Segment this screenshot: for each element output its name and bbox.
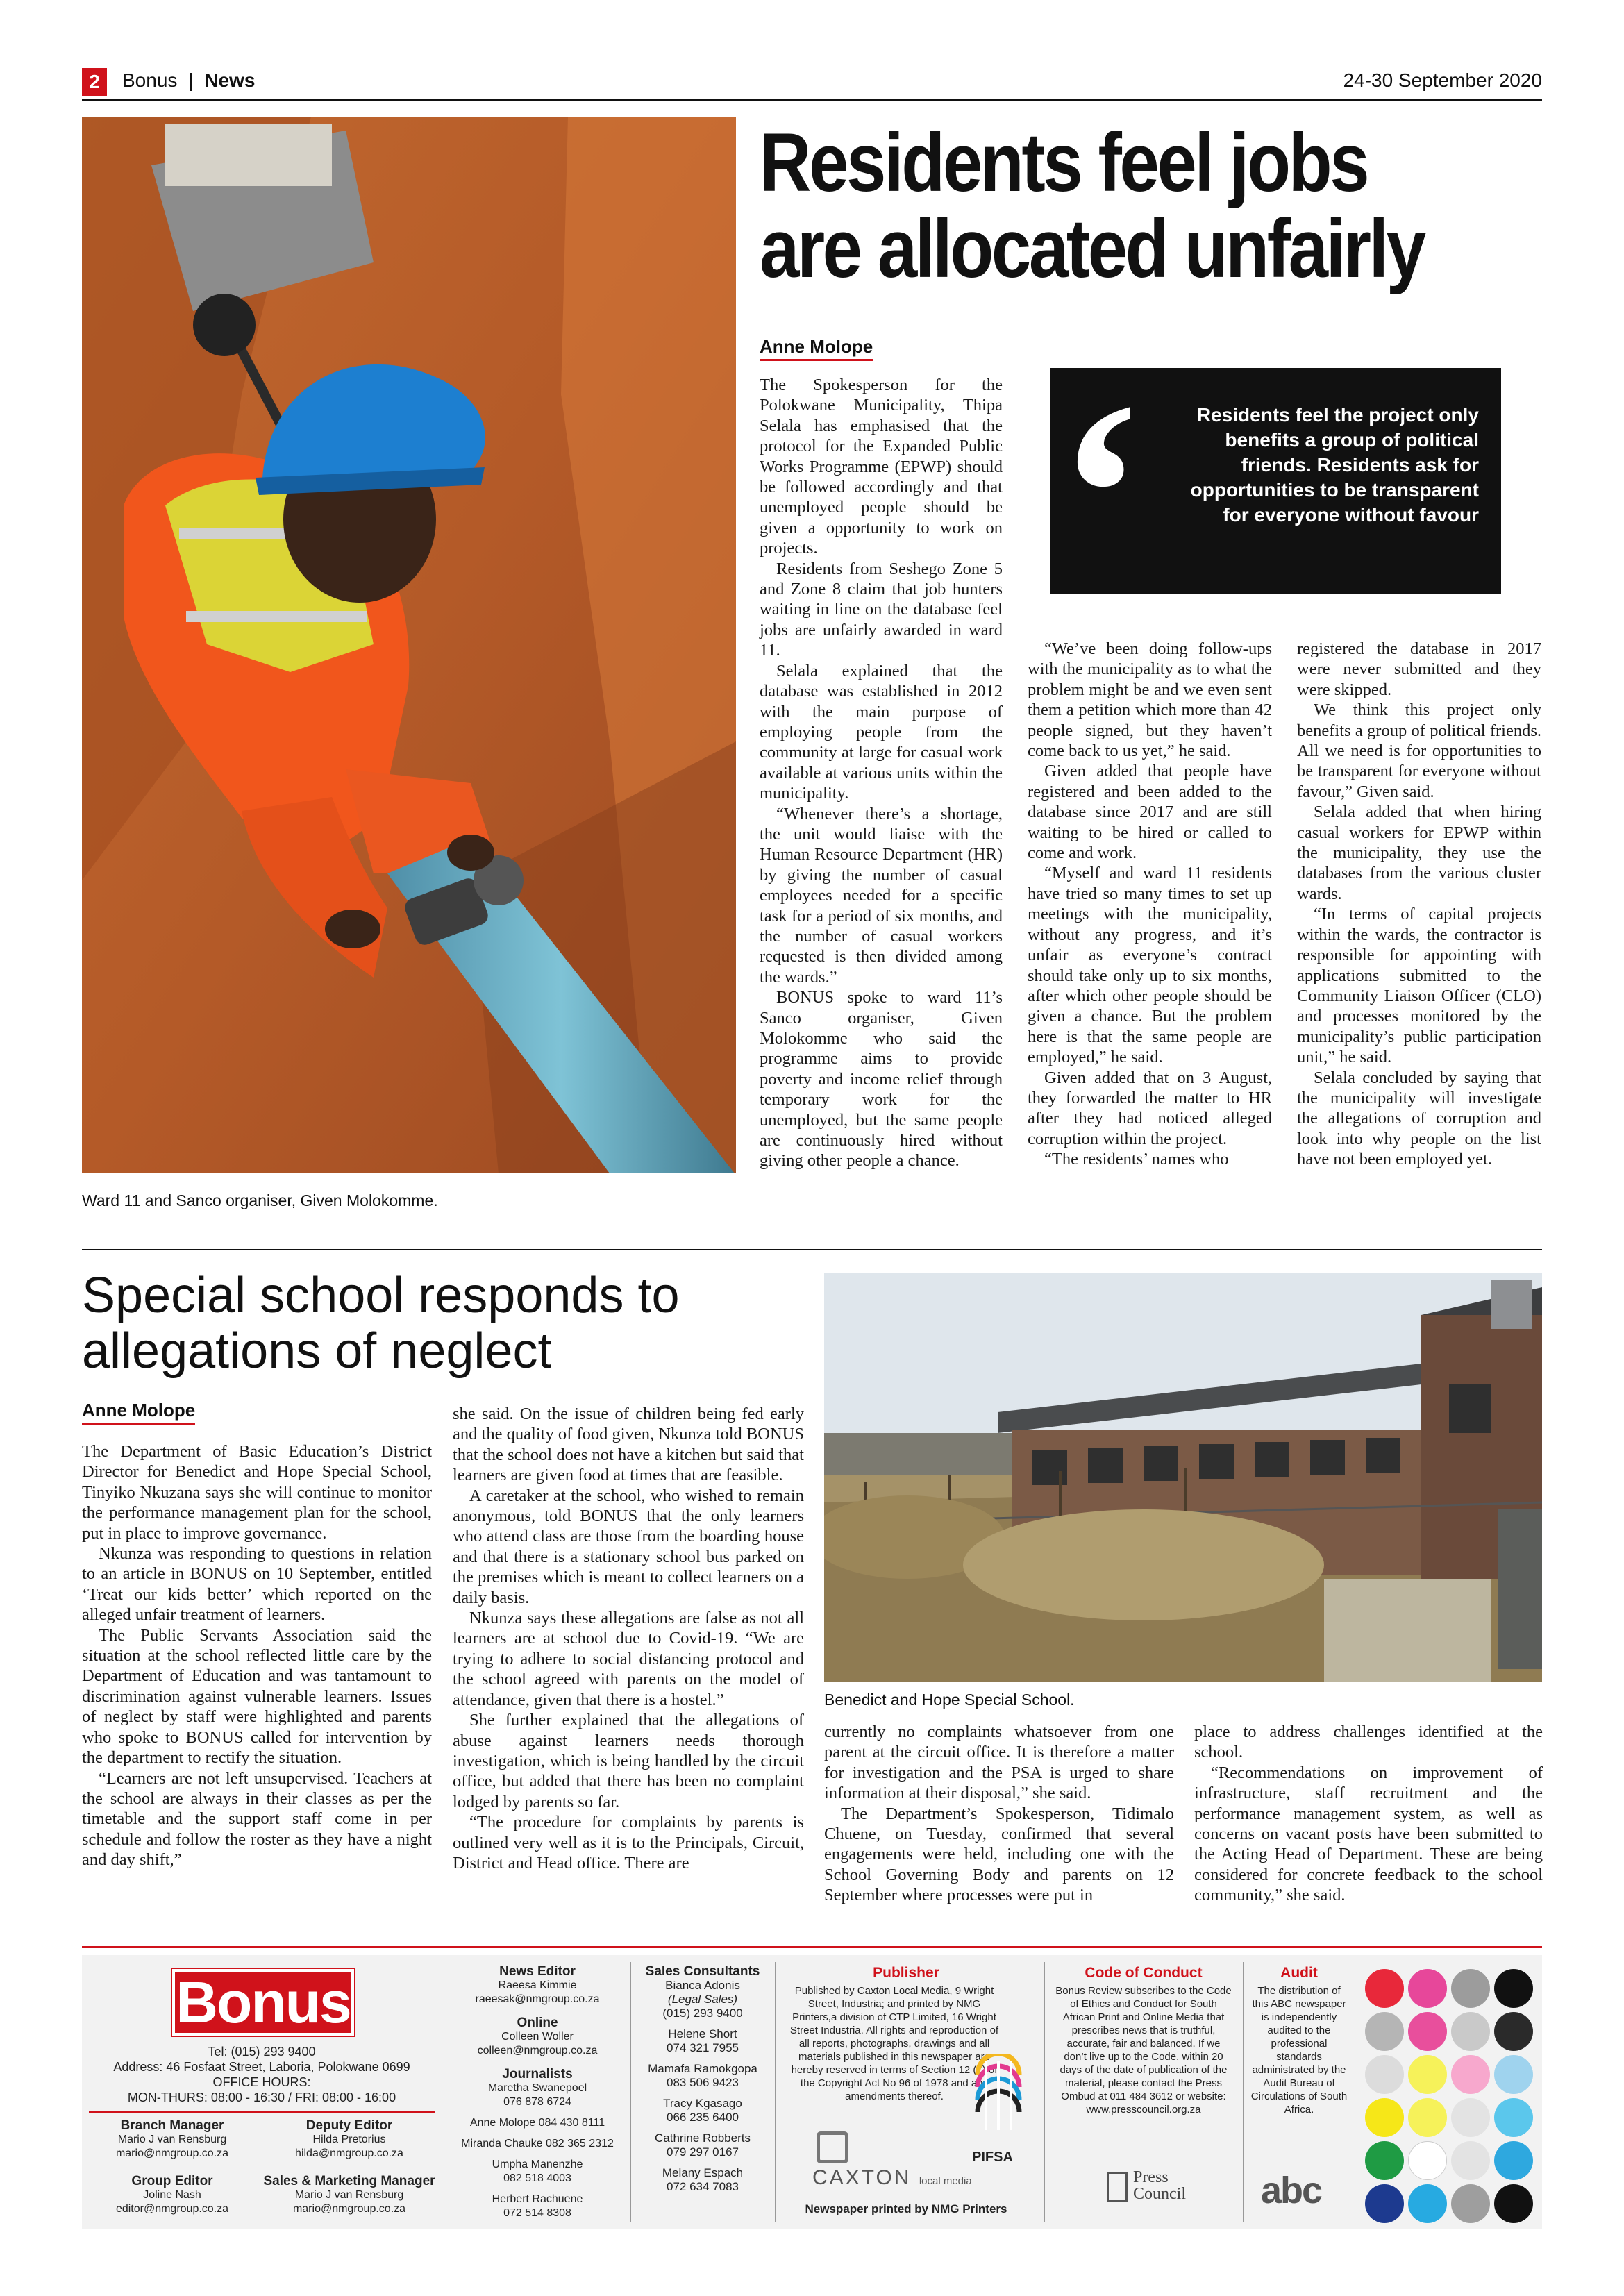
caxton-logo [812,2166,972,2190]
journalist-line: Maretha Swanepoel [487,2082,587,2094]
staff-name: Hilda Pretorius [312,2134,386,2145]
news-editor-title: News Editor [499,1964,576,1979]
journalist-line: 076 878 6724 [503,2096,571,2108]
conduct-text: Bonus Review subscribes to the Code of Ethics and Conduct for South African Print and Online Media that prescribes news that is truthful, accurate, fair and balanced. If we don’t live up to the Code, within 20 days of the date of publication of the material, please contact the Press Ombud at 011 484 3612 or website: www.presscouncil.org.za [1055,1985,1232,2115]
press-council-icon [1107,2172,1128,2202]
caxton-sub: local media [919,2175,972,2187]
staff-email: editor@nmgroup.co.za [115,2203,229,2215]
paragraph: She further explained that the allegations of abuse against learners needs thorough investigation, which is being handled by the circuit office, but added that there has been no complaint lodged by parents so far. [453,1711,804,1811]
office-hours-title: OFFICE HOURS: [212,2075,311,2089]
article-column-2 [453,1404,804,1873]
worker-trench-photo [82,117,736,1173]
conduct-title: Code of Conduct [1085,1965,1203,1981]
paragraph: Selala added that when hiring casual workers for EPWP within the municipality, they use the databases from the various cluster wards. [1297,803,1541,903]
sales-line: 083 506 9423 [667,2076,739,2089]
sales-line: Mamafa Ramokgopa [648,2062,757,2075]
online-name: Colleen Woller [501,2031,574,2043]
news-staff-block [447,1965,628,2220]
paragraph: “We’ve been doing follow-ups with the municipality as to what the problem might be and we even sent them a petition which more than 42 people signed, but they haven’t come back to us yet,” he said. [1028,639,1272,761]
header-rule [82,99,1542,101]
paragraph: The Spokesperson for the Polokwane Municipality, Thipa Selala has emphasised that the protocol for the Expanded Public Works Programme (EPWP) should be followed accordingly and that unemployed people should be given a opportunity to work on projects. [760,376,1003,558]
conduct-block [1050,1966,1237,2116]
paragraph: she said. On the issue of children being fed early and the quality of food given, Nkunza told BONUS that the school does not have a kitchen but said that learners are given food at times that are feasible. [453,1405,804,1485]
paragraph: Nkunza was responding to questions in relation to an article in BONUS on 10 September, entitled ‘Treat our kids better’ which reported on the alleged unfair treatment of learners. [82,1544,432,1625]
colour-swatch [1494,2098,1533,2137]
journalist-line: 072 514 8308 [503,2207,571,2219]
photo-caption: Ward 11 and Sanco organiser, Given Molokomme. [82,1191,438,1209]
colour-swatch [1451,2055,1490,2094]
publisher-title: Publisher [873,1965,939,1981]
pifsa-logo [971,2054,1026,2137]
audit-text: The distribution of this ABC newspaper is independently audited to the professional standards administrated by the Audit Bureau of Circulations of South Africa. [1250,1985,1348,2115]
journalists-title: Journalists [502,2067,573,2081]
bonus-logo: Bonus [172,1969,354,2036]
article-column-1 [760,375,1003,1171]
colour-swatch [1494,1969,1533,2008]
caxton-name: CAXTON [812,2166,912,2189]
paragraph: BONUS spoke to ward 11’s Sanco organiser, Given Molokomme who said the programme aims to provide poverty and income relief through temporary work for the unemployed, but the same people are continuously hired without giving other people a chance. [760,988,1003,1171]
colour-swatch [1494,2141,1533,2180]
contact-tel: Tel: (015) 293 9400 [208,2045,316,2059]
header-separator: | [188,69,194,91]
printer-credit: Newspaper printed by NMG Printers [805,2202,1007,2215]
online-title: Online [517,2016,558,2030]
colour-bar [1365,1969,1539,2219]
photo-caption: Benedict and Hope Special School. [824,1691,1075,1709]
article-column-1 [82,1441,432,1870]
paragraph: registered the database in 2017 were never submitted and they were skipped. [1297,639,1541,699]
article-headline: Special school responds to allegations of neglect [82,1268,680,1379]
contact-block [89,2044,435,2105]
abc-logo: abc [1261,2170,1322,2211]
sales-line: 072 634 7083 [667,2180,739,2193]
paragraph: Nkunza says these allegations are false as not all learners are at school due to Covid-19. “We are trying to adhere to social distancing protocol and the school agreed with parents on the model of attendance, given that there is a hostel.” [453,1609,804,1709]
publication-name: Bonus [122,69,178,91]
office-hours: MON-THURS: 08:00 - 16:30 / FRI: 08:00 - 16:00 [127,2090,396,2104]
paragraph: Selala concluded by saying that the municipality will investigate the allegations of corruption and look into why people on the list have not been employed yet. [1297,1068,1541,1169]
journalist-line: Miranda Chauke 082 365 2312 [461,2138,614,2150]
section-label [122,69,255,92]
caxton-icon [817,2131,848,2163]
paragraph: “The procedure for complaints by parents is outlined very well as it is to the Principals, Circuit, District and Head office. There are [453,1813,804,1872]
paragraph: place to address challenges identified at the school. [1194,1723,1543,1762]
sales-line: 074 321 7955 [667,2041,739,2054]
colour-swatch [1365,2184,1404,2223]
article-column-2 [1028,639,1272,1170]
staff-deputy-editor [262,2119,436,2161]
paragraph: “Learners are not left unsupervised. Teachers at the school are always in their classes as per the timetable and the support staff come in per schedule and follow the roster as they have a night and day shift,” [82,1768,432,1870]
sales-line: Tracy Kgasago [663,2097,742,2110]
article-column-3 [1297,639,1541,1170]
paragraph: Residents from Seshego Zone 5 and Zone 8 claim that job hunters waiting in line on the database feel jobs are unfairly awarded in ward 11. [760,559,1003,660]
article-byline: Anne Molope [760,336,873,361]
press-council-line: Council [1133,2185,1186,2203]
colour-swatch [1494,2012,1533,2051]
paragraph: “In terms of capital projects within the wards, the contractor is responsible for appointing with applications submitted to the Community Liaison Officer (CLO) and processes monitored by the municipality’s public participation unit,” he said. [1297,905,1541,1067]
staff-title: Group Editor [131,2174,213,2188]
section-divider [82,1249,1542,1250]
article-headline: Residents feel jobs are allocated unfairly [760,116,1424,295]
audit-title: Audit [1280,1965,1318,1981]
colour-swatch [1408,2184,1447,2223]
audit-block [1247,1966,1351,2116]
staff-name: Joline Nash [143,2189,201,2201]
colour-swatch [1451,1969,1490,2008]
paragraph: “Myself and ward 11 residents have tried so many times to set up meetings with the municipality, without any progress, and it’s unfair as everyone’s contract should take only up to six months, after which other people should be given a chance. But the problem here is that the same people are employed,” he said. [1028,864,1272,1067]
staff-branch-manager [89,2119,256,2161]
paragraph: “Whenever there’s a shortage, the unit would liaise with the Human Resource Department (HR) by giving the number of casual employees needed for a specific task for a period of six months, and the number of casual workers requested is then divided among the wards.” [760,804,1003,987]
section-name: News [204,69,256,91]
footer-red-rule [89,2111,435,2113]
colour-swatch [1451,2012,1490,2051]
colour-swatch [1365,2141,1404,2180]
journalist-line: Anne Molope 084 430 8111 [469,2117,605,2129]
colour-swatch [1451,2184,1490,2223]
paragraph: The Department of Basic Education’s District Director for Benedict and Hope Special School, Tinyiko Nkuzana says she will continue to monitor the performance management plan for the school, put in place to improve governance. [82,1442,432,1543]
paragraph: We think this project only benefits a group of political friends. All we need is for opportunities to be transparent for everyone without favour,” Given said. [1297,701,1541,801]
sales-line: 079 297 0167 [667,2145,739,2159]
paragraph: Selala explained that the database was established in 2012 with the main purpose of employing people from the community at large for casual work available at various units within the municipality. [760,661,1003,803]
paragraph: Given added that on 3 August, they forwarded the matter to HR after they had noticed alleged corruption within the project. [1028,1068,1272,1148]
sales-line: Helene Short [668,2027,737,2041]
colour-swatch [1365,2098,1404,2137]
online-email: colleen@nmgroup.co.za [477,2045,598,2056]
news-editor-email: raeesak@nmgroup.co.za [475,1993,600,2005]
sales-title: Sales Consultants [645,1964,760,1979]
publisher-text: Published by Caxton Local Media, 9 Wright Street, Industria; and printed by NMG Printers,a division of CTP Limited, 16 Wright Street Industria. All rights and reproduction of all reports, photographs, drawings and all materials published in this newspaper are hereby reserved in terms of Section 12 (7) of the Copyright Act No 96 of 1978 and any amendments thereof. [789,1985,999,2102]
footer-divider [775,1962,776,2222]
staff-email: mario@nmgroup.co.za [292,2203,406,2215]
press-council-text [1133,2169,1186,2202]
paragraph: “Recommendations on improvement of infrastructure, staff recruitment and the performance management system, as well as concerns on vacant posts have been submitted to the Acting Head of Department. These are being considered for concrete feedback to the school community,” she said. [1194,1763,1543,1905]
article-column-3 [824,1722,1174,1906]
sales-line: 066 235 6400 [667,2111,739,2124]
colour-swatch [1408,2012,1447,2051]
sales-line: (015) 293 9400 [662,2006,743,2020]
colour-swatch [1451,2098,1490,2137]
press-council-line: Press [1133,2168,1169,2186]
colour-swatch [1365,2055,1404,2094]
colour-swatch [1408,2141,1447,2180]
colour-swatch [1365,1969,1404,2008]
staff-group-editor [89,2175,256,2216]
paragraph: “The residents’ names who [1044,1150,1229,1169]
paragraph: A caretaker at the school, who wished to remain anonymous, told BONUS that the only learners who attend class are those from the boarding house and that there is a stationary school bus parked on the premises which is meant to collect learners on a daily basis. [453,1486,804,1607]
school-building-photo [824,1273,1542,1682]
sales-line: Cathrine Robberts [655,2131,751,2145]
staff-name: Mario J van Rensburg [117,2134,227,2145]
footer-rule [82,1946,1542,1948]
paragraph: currently no complaints whatsoever from one parent at the circuit office. It is therefore a matter for investigation and the PSA is urged to share information at their disposal,” she said. [824,1723,1174,1803]
article-column-4 [1194,1722,1543,1906]
page-number: 2 [82,68,107,96]
footer-divider [1243,1962,1244,2222]
colour-swatch [1408,2098,1447,2137]
paragraph: Given added that people have registered and been added to the database since 2017 and are still waiting to be hired or called to come and work. [1028,762,1272,863]
footer-divider [1044,1962,1045,2222]
news-editor-name: Raeesa Kimmie [498,1979,577,1991]
article-byline: Anne Molope [82,1400,195,1425]
footer-divider [630,1962,631,2222]
colour-swatch [1451,2141,1490,2180]
paragraph: The Public Servants Association said the situation at the school reflected little care by the Department of Education and was tantamount to discrimination against vulnerable learners. Issues of neglect by staff were highlighted and parents who spoke to BONUS called for intervention by the department to rectify the situation. [82,1625,432,1768]
staff-title: Sales & Marketing Manager [263,2174,435,2188]
journalist-line: Umpha Manenzhe [492,2159,583,2170]
staff-title: Branch Manager [120,2118,224,2133]
staff-name: Mario J van Rensburg [294,2189,404,2201]
colour-swatch [1494,2055,1533,2094]
issue-date: 24-30 September 2020 [1343,69,1542,91]
sales-line: Bianca Adonis [665,1979,740,1992]
journalist-line: Herbert Rachuene [492,2193,583,2205]
quote-mark-icon: ‘ [1057,348,1145,640]
press-council-logo [1107,2169,1201,2208]
colour-swatch [1494,2184,1533,2223]
staff-email: hilda@nmgroup.co.za [295,2147,403,2159]
pull-quote: Residents feel the project only benefits a group of political friends. Residents ask for opportunities to be transparent for everyone without favour [1190,404,1479,526]
staff-sales-manager [262,2175,436,2216]
pifsa-label: PIFSA [972,2150,1013,2165]
sales-line: Melany Espach [662,2166,744,2179]
sales-line: (Legal Sales) [667,1993,738,2006]
contact-address: Address: 46 Fosfaat Street, Laboria, Polokwane 0699 [113,2060,410,2074]
colour-swatch [1408,2055,1447,2094]
staff-title: Deputy Editor [305,2118,393,2133]
colour-swatch [1408,1969,1447,2008]
colour-swatch [1365,2012,1404,2051]
sales-block [633,1965,772,2194]
journalist-line: 082 518 4003 [503,2172,571,2184]
staff-email: mario@nmgroup.co.za [115,2147,229,2159]
paragraph: The Department’s Spokesperson, Tidimalo Chuene, on Tuesday, confirmed that several engagements were held, including one with the School Governing Body and parents on 12 September where processes were put in [824,1804,1174,1905]
